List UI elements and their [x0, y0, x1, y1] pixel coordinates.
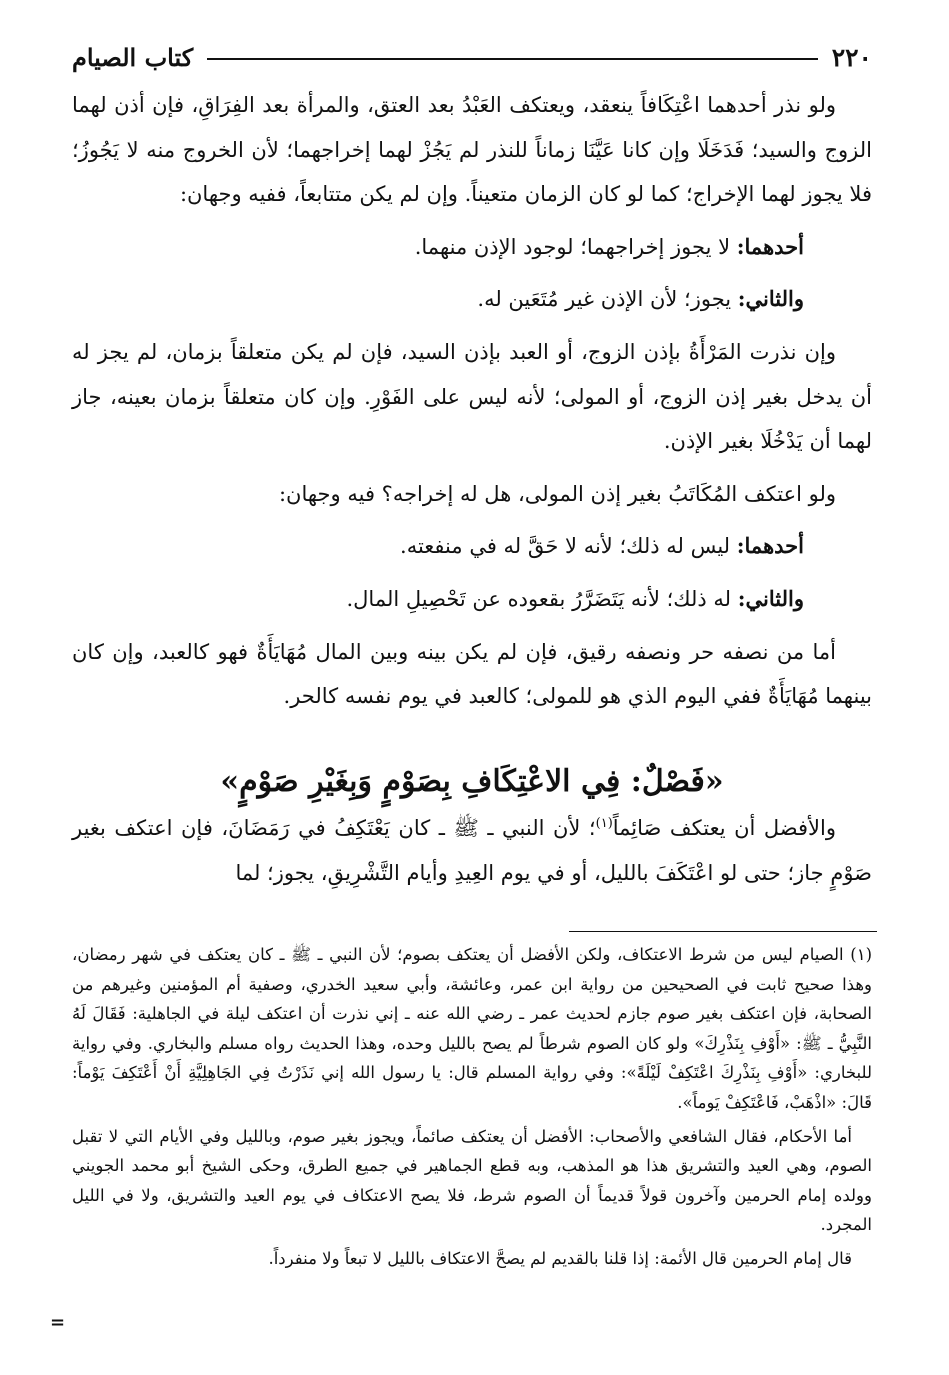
continuation-mark: =	[50, 1312, 66, 1333]
paragraph: ولو نذر أحدهما اعْتِكَافاً ينعقد، ويعتكف العَبْدُ بعد العتق، والمرأة بعد الفِرَاقِ، فإن أذن لهما الزوج والسيد؛ فَدَخَلَا وإن كانا عَيَّنَا زماناً للنذر لم يَجُزْ لهما إخراجهما؛ لأن الخروج منه لا يَجُوزُ؛ فلا يجوز لهما الإخراج؛ كما لو كان الزمان متعيناً. وإن لم يكن متتابعاً، ففيه وجهان:	[72, 93, 872, 207]
paragraph: وإن نذرت المَرْأَةُ بإذن الزوج، أو العبد بإذن السيد، فإن لم يكن متعلقاً بزمان، لم يجز له أن يدخل بغير إذن الزوج، أو المولى؛ لأنه ليس على الفَوْرِ. وإن كان متعلقاً بزمان بعينه، جاز لهما أن يَدْخُلَا بغير الإذن.	[72, 339, 872, 454]
page-number: ٢٢٠	[831, 42, 872, 72]
header-rule	[207, 58, 818, 60]
opinion-label: أحدهما:	[736, 233, 804, 259]
footnote: (١) الصيام ليس من شرط الاعتكاف، ولكن الأفضل أن يعتكف بصوم؛ لأن النبي ـ ﷺ ـ كان يعتكف في شهر رمضان، وهذا صحيح ثابت في الصحيحين من رواية ابن عمر، وعائشة، وأبي سعيد الخدري، وصفية أم المؤمنين وغيرهم من الصحابة، فإن اعتكف بغير صوم جازم لحديث عمر ـ رضي الله عنه ـ إني نذرت أن اعتكف ليلة في الجاهلية: فَقَالَ لَهُ النَّبِيُّ ـ ﷺ: «أَوْفِ بِنَذْرِكَ» ولو كان الصوم شرطاً لم يصح بالليل وحده، وهذا الحديث رواه مسلم والبخاري. وفي رواية للبخاري: «أَوْفِ بِنَذْرِكَ اعْتَكِفْ لَيْلَةً»: وفي رواية المسلم قال: يا رسول الله إني نَذَرْتُ فِي الجَاهِلِيَّةِ أَنْ أَعْتَكِفَ يَوْماً: قَالَ: «اذْهَبْ، فَاعْتَكِفْ يَوماً».	[72, 945, 872, 1112]
opinion-text: لا يجوز إخراجهما؛ لوجود الإذن منهما.	[414, 234, 731, 259]
opinion-text: ليس له ذلك؛ لأنه لا حَقَّ له في منفعته.	[400, 534, 731, 559]
footnote-paragraph: قال إمام الحرمين قال الأئمة: إذا قلنا بالقديم لم يصحَّ الاعتكاف بالليل لا تبعاً ولا منفرداً.	[268, 1248, 852, 1268]
opinion-line	[72, 577, 872, 622]
opinion-line	[72, 277, 872, 322]
main-text	[72, 83, 872, 727]
opinion-label: أحدهما:	[736, 533, 804, 559]
section-paragraph: والأفضل أن يعتكف صَائِماً$^{(١)}$؛ لأن النبي ـ ﷺ ـ كان يَعْتَكِفُ في رَمَضَانَ، فإن اعتكف بغير صَوْمٍ جاز؛ حتى لو اعْتَكَفَ بالليل، أو في يوم العِيدِ وأيام التَّشْرِيقِ، يجوز؛ لما	[72, 816, 872, 885]
section-heading: «فَصْلٌ: فِي الاعْتِكَافِ بِصَوْمٍ وَبِغَيْرِ صَوْمٍ»	[220, 764, 724, 799]
footnote-reference[interactable]: (١)	[595, 816, 613, 831]
opinion-line	[72, 225, 872, 270]
opinion-line	[72, 524, 872, 569]
opinion-label: والثاني:	[737, 585, 804, 611]
paragraph: أما من نصفه حر ونصفه رقيق، فإن لم يكن بينه وبين المال مُهَايَأَةٌ فهو كالعبد، وإن كان بينهما مُهَايَأَةٌ ففي اليوم الذي هو للمولى؛ كالعبد في يوم نفسه كالحر.	[72, 639, 872, 709]
paragraph: ولو اعتكف المُكَاتَبُ بغير إذن المولى، هل له إخراجه؟ فيه وجهان:	[278, 481, 836, 506]
page-header	[72, 40, 872, 74]
footnotes	[72, 940, 872, 1278]
opinion-label: والثاني:	[737, 286, 804, 312]
opinion-text: له ذلك؛ لأنه يَتَضَرَّرُ بقعوده عن تَحْصِيلِ المال.	[346, 586, 732, 611]
opinion-text: يجوز؛ لأن الإذن غير مُتَعَين له.	[477, 287, 732, 312]
footnote-paragraph: أما الأحكام، فقال الشافعي والأصحاب: الأفضل أن يعتكف صائماً، ويجوز بغير صوم، وبالليل وفي الأيام التي لا تقبل الصوم، وهي العيد والتشريق هذا هو المذهب، وبه قطع الجماهير في جميع الطرق، وحكى الشيخ أبو محمد الجويني وولده إمام الحرمين وآخرون قولاً قديماً أن الصوم شرط، فلا يصح الاعتكاف في يوم العيد والتشريق، ولا في الليل المجرد.	[72, 1126, 872, 1235]
footnote-separator	[569, 931, 877, 932]
book-title: كتاب الصيام	[72, 42, 194, 72]
section-text	[72, 806, 872, 895]
